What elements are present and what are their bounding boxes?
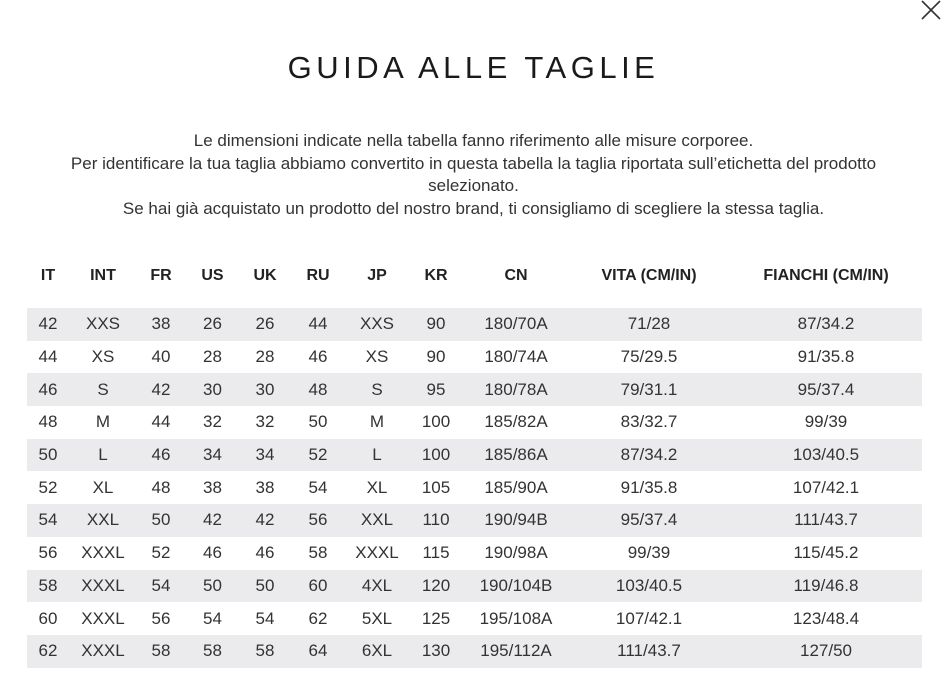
table-cell: 83/32.7 [568, 406, 730, 439]
table-cell: 100 [408, 439, 464, 472]
table-cell: 42 [27, 308, 69, 341]
table-cell: 58 [27, 570, 69, 603]
table-cell: 180/74A [464, 341, 568, 374]
table-cell: XS [346, 341, 408, 374]
table-cell: 105 [408, 471, 464, 504]
table-cell: 125 [408, 602, 464, 635]
table-cell: 120 [408, 570, 464, 603]
table-row [27, 504, 922, 537]
table-cell: 32 [240, 406, 290, 439]
table-cell: 64 [290, 635, 346, 668]
table-cell: 62 [290, 602, 346, 635]
table-cell: 58 [137, 635, 185, 668]
table-cell: 180/78A [464, 373, 568, 406]
table-cell: 50 [137, 504, 185, 537]
table-cell: 115 [408, 537, 464, 570]
table-cell: 90 [408, 341, 464, 374]
table-cell: 46 [240, 537, 290, 570]
table-cell: 54 [240, 602, 290, 635]
table-cell: 185/90A [464, 471, 568, 504]
table-cell: XXS [346, 308, 408, 341]
table-cell: 56 [290, 504, 346, 537]
table-cell: 48 [137, 471, 185, 504]
table-cell: 58 [290, 537, 346, 570]
table-row [27, 406, 922, 439]
table-cell: XS [69, 341, 137, 374]
intro-text [20, 130, 927, 220]
table-cell: 44 [290, 308, 346, 341]
table-cell: XXXL [69, 570, 137, 603]
table-cell: 62 [27, 635, 69, 668]
table-cell: 54 [185, 602, 240, 635]
column-header: JP [367, 266, 387, 284]
table-cell: 75/29.5 [568, 341, 730, 374]
table-cell: 46 [137, 439, 185, 472]
table-cell: 6XL [346, 635, 408, 668]
table-cell: 50 [27, 439, 69, 472]
table-cell: 52 [27, 471, 69, 504]
table-cell: 30 [240, 373, 290, 406]
table-cell: 44 [27, 341, 69, 374]
table-cell: 90 [408, 308, 464, 341]
table-cell: 95/37.4 [730, 373, 922, 406]
table-cell: 56 [137, 602, 185, 635]
table-cell: 44 [137, 406, 185, 439]
table-cell: 50 [240, 570, 290, 603]
column-header: CN [504, 266, 528, 284]
table-cell: 34 [185, 439, 240, 472]
table-row [27, 341, 922, 374]
column-header: UK [253, 266, 277, 284]
table-cell: 34 [240, 439, 290, 472]
table-cell: 42 [240, 504, 290, 537]
table-cell: 190/98A [464, 537, 568, 570]
table-cell: 195/108A [464, 602, 568, 635]
table-cell: 95 [408, 373, 464, 406]
table-cell: 119/46.8 [730, 570, 922, 603]
table-cell: 99/39 [730, 406, 922, 439]
table-cell: 28 [185, 341, 240, 374]
table-cell: 56 [27, 537, 69, 570]
column-header: RU [306, 266, 330, 284]
table-cell: 195/112A [464, 635, 568, 668]
column-header: IT [40, 266, 56, 284]
intro-line-2: Per identificare la tua taglia abbiamo convertito in questa tabella la taglia riportata sull’etichetta del prodotto selezionato. [70, 153, 877, 195]
table-cell: 52 [137, 537, 185, 570]
table-cell: 71/28 [568, 308, 730, 341]
table-cell: XXXL [69, 635, 137, 668]
table-cell: XXXL [69, 602, 137, 635]
table-cell: 58 [240, 635, 290, 668]
table-cell: 52 [290, 439, 346, 472]
table-cell: 107/42.1 [568, 602, 730, 635]
table-cell: 60 [290, 570, 346, 603]
table-cell: 103/40.5 [568, 570, 730, 603]
table-body [27, 308, 922, 668]
table-cell: 123/48.4 [730, 602, 922, 635]
table-cell: 26 [240, 308, 290, 341]
table-cell: 4XL [346, 570, 408, 603]
table-row [27, 308, 922, 341]
table-row [27, 635, 922, 668]
table-cell: XL [346, 471, 408, 504]
table-cell: 103/40.5 [730, 439, 922, 472]
column-header: FR [150, 266, 172, 284]
table-cell: 185/82A [464, 406, 568, 439]
column-header: FIANCHI (CM/IN) [763, 266, 889, 284]
table-cell: 54 [27, 504, 69, 537]
table-header-row [27, 258, 922, 308]
table-cell: XXL [69, 504, 137, 537]
table-cell: 91/35.8 [730, 341, 922, 374]
table-cell: M [346, 406, 408, 439]
table-cell: 58 [185, 635, 240, 668]
close-button[interactable] [918, 0, 944, 23]
table-cell: 111/43.7 [730, 504, 922, 537]
table-cell: 111/43.7 [568, 635, 730, 668]
table-cell: 50 [290, 406, 346, 439]
table-cell: 127/50 [730, 635, 922, 668]
table-row [27, 537, 922, 570]
table-row [27, 570, 922, 603]
table-cell: 5XL [346, 602, 408, 635]
table-cell: 185/86A [464, 439, 568, 472]
table-cell: 38 [185, 471, 240, 504]
page-title: GUIDA ALLE TAGLIE [287, 50, 660, 85]
table-cell: 26 [185, 308, 240, 341]
table-cell: 40 [137, 341, 185, 374]
table-cell: XXS [69, 308, 137, 341]
table-cell: 60 [27, 602, 69, 635]
table-cell: 180/70A [464, 308, 568, 341]
table-cell: 79/31.1 [568, 373, 730, 406]
table-cell: S [69, 373, 137, 406]
table-cell: S [346, 373, 408, 406]
table-cell: 110 [408, 504, 464, 537]
column-header: KR [424, 266, 448, 284]
intro-line-1: Le dimensioni indicate nella tabella fanno riferimento alle misure corporee. [193, 131, 754, 150]
size-table [27, 258, 922, 668]
table-row [27, 439, 922, 472]
table-cell: 95/37.4 [568, 504, 730, 537]
table-cell: XXXL [69, 537, 137, 570]
table-cell: 48 [290, 373, 346, 406]
table-cell: 30 [185, 373, 240, 406]
table-cell: XL [69, 471, 137, 504]
table-cell: L [346, 439, 408, 472]
table-cell: 190/104B [464, 570, 568, 603]
table-cell: 42 [137, 373, 185, 406]
table-cell: 46 [27, 373, 69, 406]
column-header: US [201, 266, 224, 284]
table-cell: 87/34.2 [730, 308, 922, 341]
column-header: VITA (CM/IN) [601, 266, 697, 284]
table-cell: 91/35.8 [568, 471, 730, 504]
table-cell: 54 [137, 570, 185, 603]
table-cell: XXXL [346, 537, 408, 570]
table-cell: 100 [408, 406, 464, 439]
table-cell: 32 [185, 406, 240, 439]
table-cell: M [69, 406, 137, 439]
table-cell: 42 [185, 504, 240, 537]
close-icon [918, 0, 944, 23]
column-header: INT [90, 266, 116, 284]
table-cell: 50 [185, 570, 240, 603]
table-row [27, 471, 922, 504]
table-cell: 115/45.2 [730, 537, 922, 570]
table-cell: 48 [27, 406, 69, 439]
table-row [27, 602, 922, 635]
table-row [27, 373, 922, 406]
table-cell: 38 [240, 471, 290, 504]
table-cell: 46 [185, 537, 240, 570]
table-cell: 130 [408, 635, 464, 668]
table-cell: 38 [137, 308, 185, 341]
table-cell: 28 [240, 341, 290, 374]
table-cell: 46 [290, 341, 346, 374]
table-cell: L [69, 439, 137, 472]
table-cell: 54 [290, 471, 346, 504]
table-cell: 87/34.2 [568, 439, 730, 472]
table-cell: 190/94B [464, 504, 568, 537]
intro-line-3: Se hai già acquistato un prodotto del nostro brand, ti consigliamo di scegliere la stessa taglia. [122, 198, 825, 218]
table-cell: XXL [346, 504, 408, 537]
table-cell: 99/39 [568, 537, 730, 570]
table-cell: 107/42.1 [730, 471, 922, 504]
